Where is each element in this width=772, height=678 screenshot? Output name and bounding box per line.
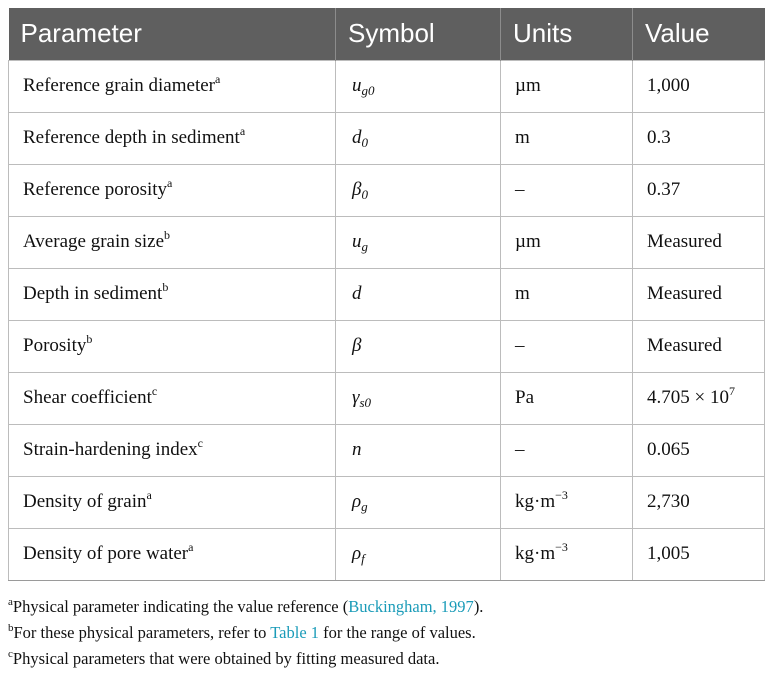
units: –	[515, 335, 525, 356]
table-row	[9, 528, 765, 580]
symbol-subscript: s0	[359, 395, 372, 410]
symbol-cell	[336, 476, 501, 528]
units-cell	[501, 216, 633, 268]
units-cell	[501, 164, 633, 216]
parameter-name: Shear coefficient	[23, 387, 152, 408]
symbol: d	[352, 127, 362, 148]
symbol: β	[352, 335, 362, 356]
table-row	[9, 60, 765, 112]
value-cell	[633, 112, 765, 164]
footnote-mark: a	[167, 176, 173, 190]
symbol: γ	[352, 387, 360, 408]
table-row	[9, 476, 765, 528]
value-cell	[633, 60, 765, 112]
header-parameter: Parameter	[9, 8, 336, 60]
table-row	[9, 112, 765, 164]
footnote-mark: c	[197, 436, 203, 450]
parameter-name: Reference grain diameter	[23, 75, 215, 96]
symbol: u	[352, 231, 362, 252]
parameter-cell	[9, 320, 336, 372]
value: 1,000	[647, 75, 690, 96]
units: –	[515, 439, 525, 460]
value: Measured	[647, 335, 722, 356]
symbol-cell	[336, 268, 501, 320]
units-exponent: −3	[555, 540, 568, 554]
parameter-name: Density of grain	[23, 491, 147, 512]
units-cell	[501, 112, 633, 164]
symbol-cell	[336, 320, 501, 372]
footnotes	[8, 594, 764, 672]
value: 0.37	[647, 179, 681, 200]
header-value: Value	[633, 8, 765, 60]
footnote-mark: b	[8, 622, 14, 634]
parameter-cell	[9, 424, 336, 476]
symbol-subscript: g	[361, 499, 368, 514]
units: Pa	[515, 387, 534, 408]
value-cell	[633, 372, 765, 424]
units: µm	[515, 231, 541, 252]
value-cell	[633, 268, 765, 320]
parameter-name: Porosity	[23, 335, 87, 356]
symbol-cell	[336, 60, 501, 112]
value: 1,005	[647, 543, 690, 564]
parameter-name: Strain-hardening index	[23, 439, 198, 460]
value-cell	[633, 216, 765, 268]
symbol-subscript: g0	[361, 83, 375, 98]
footnote-text-end: for the range of values.	[319, 623, 476, 642]
footnote-mark: b	[162, 280, 169, 294]
units: m	[515, 127, 530, 148]
symbol: ρ	[352, 543, 362, 564]
value-cell	[633, 320, 765, 372]
table-row	[9, 268, 765, 320]
footnote-mark: a	[8, 596, 13, 608]
parameter-name: Reference depth in sediment	[23, 127, 240, 148]
footnote-text-end: ).	[473, 597, 484, 616]
units: m	[515, 283, 530, 304]
symbol: β	[352, 179, 362, 200]
parameter-cell	[9, 112, 336, 164]
citation-link[interactable]: Buckingham, 1997	[348, 597, 474, 616]
footnote-c	[8, 646, 764, 672]
symbol-subscript: f	[361, 551, 365, 566]
value: Measured	[647, 231, 722, 252]
table-row	[9, 372, 765, 424]
parameter-table	[8, 8, 765, 581]
value: 0.3	[647, 127, 671, 148]
symbol-cell	[336, 216, 501, 268]
symbol: ρ	[352, 491, 362, 512]
units-cell	[501, 528, 633, 580]
footnote-mark: c	[151, 384, 158, 398]
footnote-mark: a	[188, 540, 194, 554]
parameter-name: Depth in sediment	[23, 283, 163, 304]
units: –	[515, 179, 525, 200]
footnote-mark: b	[164, 228, 171, 242]
symbol: u	[352, 75, 362, 96]
footnote-mark: a	[215, 72, 221, 86]
symbol: d	[352, 283, 362, 304]
table-reference-link[interactable]: Table 1	[270, 623, 320, 642]
parameter-cell	[9, 372, 336, 424]
units: kg·m	[515, 491, 556, 512]
value: 4.705 × 10	[647, 387, 729, 408]
units-cell	[501, 476, 633, 528]
value-exponent: 7	[728, 384, 735, 398]
table-row	[9, 216, 765, 268]
units-cell	[501, 424, 633, 476]
symbol-cell	[336, 528, 501, 580]
parameter-cell	[9, 60, 336, 112]
symbol-cell	[336, 112, 501, 164]
parameter-name: Reference porosity	[23, 179, 168, 200]
symbol-subscript: g	[361, 239, 368, 254]
units: µm	[515, 75, 541, 96]
value-cell	[633, 476, 765, 528]
parameter-name: Density of pore water	[23, 543, 189, 564]
footnote-text: Physical parameters that were obtained by fitting measured data.	[12, 649, 440, 668]
parameter-cell	[9, 268, 336, 320]
footnote-text: Physical parameter indicating the value reference (	[12, 597, 349, 616]
parameter-cell	[9, 164, 336, 216]
symbol-subscript: 0	[361, 135, 368, 150]
header-units: Units	[501, 8, 633, 60]
value-cell	[633, 164, 765, 216]
symbol-cell	[336, 164, 501, 216]
footnote-mark: b	[86, 332, 93, 346]
table-row	[9, 320, 765, 372]
value: Measured	[647, 283, 722, 304]
value: 2,730	[647, 491, 690, 512]
header-row	[9, 8, 765, 60]
symbol-subscript: 0	[361, 187, 368, 202]
footnote-text: For these physical parameters, refer to	[13, 623, 271, 642]
footnote-mark: a	[146, 488, 152, 502]
parameter-cell	[9, 476, 336, 528]
units-cell	[501, 268, 633, 320]
table-row	[9, 164, 765, 216]
units-cell	[501, 372, 633, 424]
value: 0.065	[647, 439, 690, 460]
table-row	[9, 424, 765, 476]
footnote-a	[8, 594, 764, 620]
parameter-cell	[9, 216, 336, 268]
footnote-b	[8, 620, 764, 646]
footnote-mark: c	[8, 648, 13, 660]
units-exponent: −3	[555, 488, 568, 502]
units-cell	[501, 60, 633, 112]
units: kg·m	[515, 543, 556, 564]
units-cell	[501, 320, 633, 372]
value-cell	[633, 528, 765, 580]
parameter-cell	[9, 528, 336, 580]
symbol: n	[352, 439, 362, 460]
parameter-name: Average grain size	[23, 231, 165, 252]
symbol-cell	[336, 424, 501, 476]
header-symbol: Symbol	[336, 8, 501, 60]
value-cell	[633, 424, 765, 476]
symbol-cell	[336, 372, 501, 424]
footnote-mark: a	[239, 124, 246, 138]
